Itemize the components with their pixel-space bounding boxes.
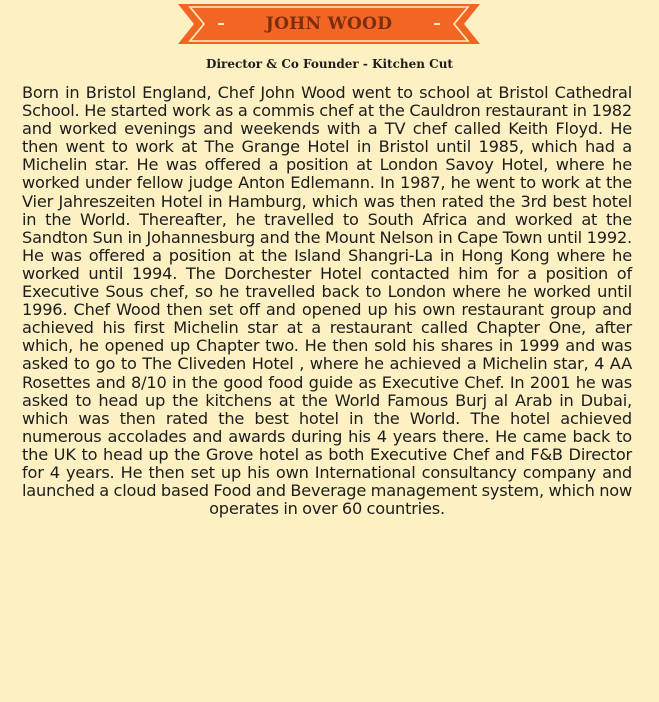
- role-subtitle: Director & Co Founder - Kitchen Cut: [206, 57, 453, 71]
- name-banner: [178, 4, 480, 44]
- biography-paragraph: Born in Bristol England, Chef John Wood went to school at Bristol Cathedral School. He started work as a commis chef at the Cauldron restaurant in 1982 and worked evenings and weekends with a TV chef called Keith Floyd. He then went to work at The Grange Hotel in Bristol until 1985, which had a Michelin star. He was offered a position at London Savoy Hotel, where he worked under fellow judge Anton Edlemann. In 1987, he went to work at the Vier Jahreszeiten Hotel in Hamburg, which was then rated the 3rd best hotel in the World. Thereafter, he travelled to South Africa and worked at the Sandton Sun in Johannesburg and the Mount Nelson in Cape Town until 1992. He was offered a position at the Island Shangri-La in Hong Kong where he worked until 1994. The Dorchester Hotel contacted him for a position of Executive Sous chef, so he travelled back to London where he worked until 1996. Chef Wood then set off and opened up his own restaurant group and achieved his first Michelin star at a restaurant called Chapter One, after which, he opened up Chapter two. He then sold his shares in 1999 and was asked to go to The Cliveden Hotel , where he achieved a Michelin star, 4 AA Rosettes and 8/10 in the good food guide as Executive Chef. In 2001 he was asked to head up the kitchens at the World Famous Burj al Arab in Dubai, which was then rated the best hotel in the World. The hotel achieved numerous accolades and awards during his 4 years there. He came back to the UK to head up the Grove hotel as both Executive Chef and F&B Director for 4 years. He then set up his own International consultancy company and launched a cloud based Food and Beverage management system, which now operates in over 60 countries.: [22, 83, 632, 519]
- page-title: JOHN WOOD: [265, 14, 393, 34]
